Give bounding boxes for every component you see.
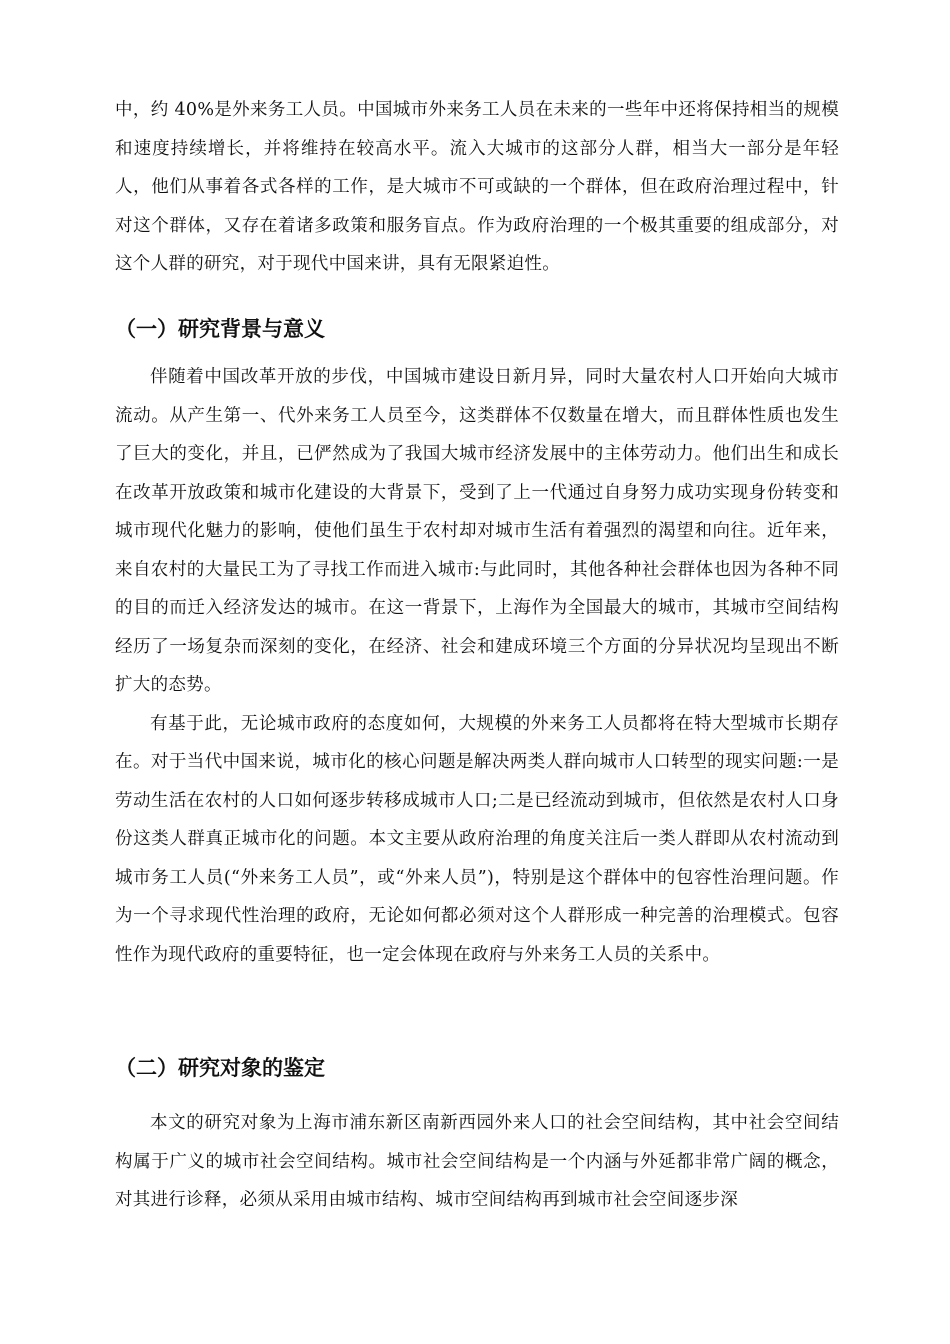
intro-paragraph: 中，约 40%是外来务工人员。中国城市外来务工人员在未来的一些年中还将保持相当的规模和速度持续增长，并将维持在较高水平。流入大城市的这部分人群，相当大一部分是年轻人，他们从事着各式各样的工作，是大城市不可或缺的一个群体，但在政府治理过程中，针对这个群体，又存在着诸多政策和服务盲点。作为政府治理的一个极其重要的组成部分，对这个人群的研究，对于现代中国来讲，具有无限紧迫性。 xyxy=(115,100,839,274)
section-heading-research-object: （二）研究对象的鉴定 xyxy=(115,1056,325,1080)
section2-block xyxy=(115,1104,839,1220)
section2-paragraph-1: 本文的研究对象为上海市浦东新区南新西园外来人口的社会空间结构，其中社会空间结构属于广义的城市社会空间结构。城市社会空间结构是一个内涵与外延都非常广阔的概念，对其进行诊释，必须从采用由城市结构、城市空间结构再到城市社会空间逐步深 xyxy=(115,1113,839,1210)
section1-block xyxy=(115,358,839,974)
intro-paragraph-block xyxy=(115,91,839,284)
section-heading-background: （一）研究背景与意义 xyxy=(115,317,325,341)
section1-paragraph-2: 有基于此，无论城市政府的态度如何，大规模的外来务工人员都将在特大型城市长期存在。对于当代中国来说，城市化的核心问题是解决两类人群向城市人口转型的现实问题:一是劳动生活在农村的人口如何逐步转移成城市人口;二是已经流动到城市，但依然是农村人口身份这类人群真正城市化的问题。本文主要从政府治理的角度关注后一类人群即从农村流动到城市务工人员(“外来务工人员”，或“外来人员”)，特别是这个群体中的包容性治理问题。作为一个寻求现代性治理的政府，无论如何都必须对这个人群形成一种完善的治理模式。包容性作为现代政府的重要特征，也一定会体现在政府与外来务工人员的关系中。 xyxy=(115,713,839,965)
section1-paragraph-1: 伴随着中国改革开放的步伐，中国城市建设日新月异，同时大量农村人口开始向大城市流动。从产生第一、代外来务工人员至今，这类群体不仅数量在增大，而且群体性质也发生了巨大的变化，并且，已俨然成为了我国大城市经济发展中的主体劳动力。他们出生和成长在改革开放政策和城市化建设的大背景下，受到了上一代通过自身努力成功实现身份转变和城市现代化魅力的影响，使他们虽生于农村却对城市生活有着强烈的渴望和向往。近年来，来自农村的大量民工为了寻找工作而进入城市:与此同时，其他各种社会群体也因为各种不同的目的而迁入经济发达的城市。在这一背景下，上海作为全国最大的城市，其城市空间结构经历了一场复杂而深刻的变化，在经济、社会和建成环境三个方面的分异状况均呈现出不断扩大的态势。 xyxy=(115,367,839,695)
